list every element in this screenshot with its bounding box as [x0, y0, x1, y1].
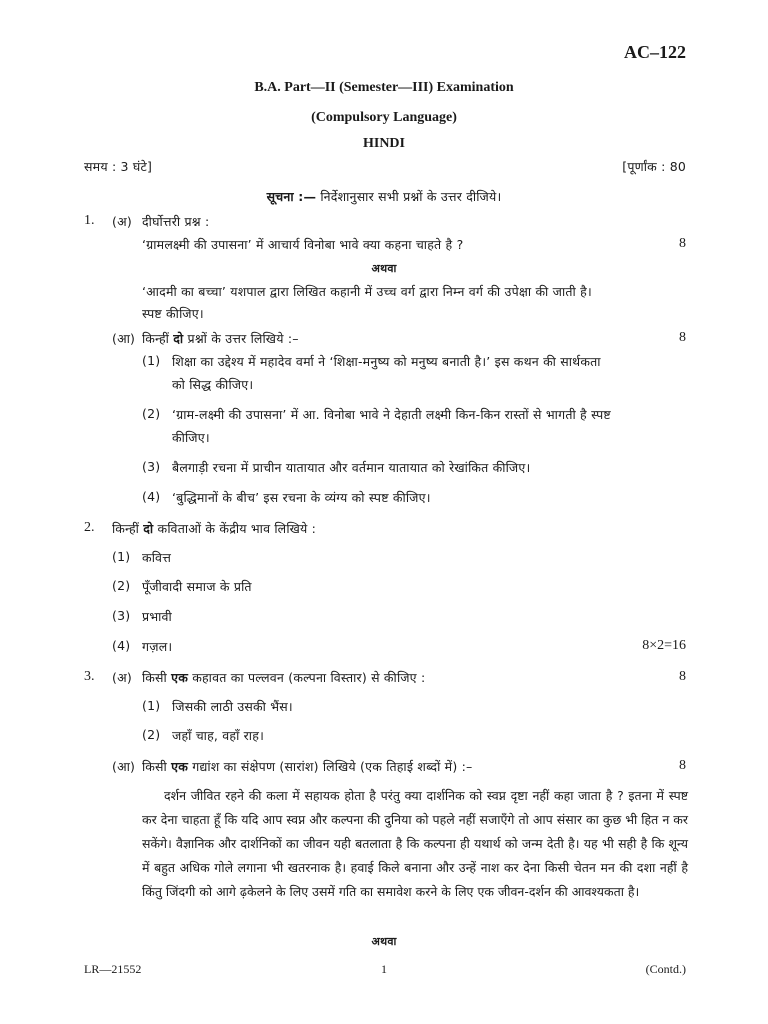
q1b-title-pre: किन्हीं — [142, 331, 170, 346]
q1b-label: (आ) — [112, 331, 136, 346]
q2-item-3-text: प्रभावी — [142, 609, 172, 624]
q3a-item-2-num: (2) — [142, 727, 161, 742]
q1b-item-3-num: (3) — [142, 459, 161, 474]
q2-number: 2. — [84, 520, 95, 535]
instruction-text: निर्देशानुसार सभी प्रश्नों के उत्तर दीजिये। — [320, 189, 502, 204]
subject-title: HINDI — [362, 136, 405, 151]
q1a-alt-line2: स्पष्ट कीजिए। — [142, 306, 204, 321]
q3a-title-pre: किसी — [142, 670, 167, 685]
q1b-title-post: प्रश्नों के उत्तर लिखिये :– — [187, 331, 299, 346]
q3a-title-post: कहावत का पल्लवन (कल्पना विस्तार) से कीजिए : — [192, 670, 426, 685]
q3a-item-2-text: जहाँ चाह, वहाँ राह। — [172, 728, 265, 743]
q3b-passage: दर्शन जीवित रहने की कला में सहायक होता है परंतु क्या दार्शनिक को स्वप्न दृष्टा नहीं कहा जाता है ? इतना में स्पष्ट कर देना चाहता हूँ कि यदि आप स्वप्न और कल्पना की दुनिया को पहले नहीं सजाएँगे तो आप संसार का कुछ भी हित न कर सकेंगे। वैज्ञानिक और दार्शनिकों का जीवन यही बतलाता है कि कल्पना ही यथार्थ को जन्म देती है। यह भी सही है कि शून्य में बहुत अधिक गोले लगाना भी खतरनाक है। हवाई किले बनाना और उन्हें नाश कर देना किसी चेतन मन की दशा नहीं है किंतु जिंदगी को आगे ढ़केलने के लिए उसमें गति का समावेश करने के लिए एक जीवन-दर्शन की आवश्यकता है। — [142, 788, 688, 899]
q2-marks: 8×2=16 — [642, 638, 686, 653]
q3a-title — [142, 669, 425, 686]
q3a-item-1-num: (1) — [142, 698, 161, 713]
q1a-question: ‘ग्रामलक्ष्मी की उपासना’ में आचार्य विनोबा भावे क्या कहना चाहते है ? — [142, 237, 464, 252]
q2-item-3-num: (3) — [112, 608, 131, 623]
q1a-title: दीर्घोत्तरी प्रश्न : — [142, 214, 210, 229]
q2-title — [112, 520, 316, 537]
q2-item-1-num: (1) — [112, 549, 131, 564]
q3b-title-post: गद्यांश का संक्षेपण (सारांश) लिखिये (एक तिहाई शब्दों में) :– — [192, 759, 473, 774]
q3-number: 3. — [84, 669, 95, 684]
q1b-item-2-line1: ‘ग्राम-लक्ष्मी की उपासना’ में आ. विनोबा भावे ने देहाती लक्ष्मी किन-किन रास्तों से भागती है स्पष्ट — [172, 407, 611, 422]
time-allowed: समय : 3 घंटे] — [84, 159, 153, 174]
q1a-alt-line1: ‘आदमी का बच्चा’ यशपाल द्वारा लिखित कहानी में उच्च वर्ग द्वारा निम्न वर्ग की उपेक्षा की जाती है। — [142, 284, 592, 299]
q3b-title-bold: एक — [171, 759, 189, 774]
q1-or: अथवा — [371, 262, 397, 275]
q2-title-post: कविताओं के केंद्रीय भाव लिखिये : — [157, 521, 317, 536]
q2-item-2-text: पूँजीवादी समाज के प्रति — [142, 579, 252, 594]
q3b-label: (आ) — [112, 759, 136, 774]
q1-number: 1. — [84, 213, 95, 228]
q2-item-4-num: (4) — [112, 638, 131, 653]
q3a-item-1-text: जिसकी लाठी उसकी भैंस। — [172, 699, 293, 714]
q1b-item-2-num: (2) — [142, 406, 161, 421]
page-number: 1 — [381, 962, 387, 976]
paper-subtitle: (Compulsory Language) — [311, 110, 457, 125]
q1b-title-bold: दो — [173, 331, 184, 346]
q1b-item-4-num: (4) — [142, 489, 161, 504]
q2-title-pre: किन्हीं — [112, 521, 140, 536]
continued-label: (Contd.) — [645, 962, 686, 976]
q3a-title-bold: एक — [171, 670, 189, 685]
exam-title: B.A. Part—II (Semester—III) Examination — [254, 80, 514, 95]
q3b-title — [142, 758, 472, 775]
q1b-marks: 8 — [679, 330, 686, 345]
q2-item-2-num: (2) — [112, 578, 131, 593]
q2-title-bold: दो — [143, 521, 154, 536]
q2-item-1-text: कवित्त — [142, 550, 172, 565]
q1b-title — [142, 330, 299, 347]
q1a-marks: 8 — [679, 236, 686, 251]
q3a-marks: 8 — [679, 669, 686, 684]
q3b-title-pre: किसी — [142, 759, 167, 774]
q1b-item-1-num: (1) — [142, 353, 161, 368]
q2-item-4-text: गज़ल। — [142, 639, 173, 654]
q3b-marks: 8 — [679, 758, 686, 773]
q1b-item-1-line2: को सिद्ध कीजिए। — [172, 377, 254, 392]
q1b-item-4-line1: ‘बुद्धिमानों के बीच’ इस रचना के व्यंग्य को स्पष्ट कीजिए। — [172, 490, 431, 505]
q1b-item-2-line2: कीजिए। — [172, 430, 210, 445]
instruction — [0, 188, 768, 205]
q1b-item-1-line1: शिक्षा का उद्देश्य में महादेव वर्मा ने ‘शिक्षा-मनुष्य को मनुष्य बनाती है।’ इस कथन की सार्थकता — [172, 354, 601, 369]
q3a-label: (अ) — [112, 670, 132, 685]
instruction-label: सूचना :— — [266, 189, 317, 204]
paper-code: AC–122 — [624, 42, 686, 62]
q3-or: अथवा — [371, 935, 397, 948]
footer-code: LR—21552 — [84, 962, 142, 976]
max-marks: [पूर्णांक : 80 — [622, 159, 686, 174]
q1b-item-3-line1: बैलगाड़ी रचना में प्राचीन यातायात और वर्तमान यातायात को रेखांकित कीजिए। — [172, 460, 531, 475]
q1a-label: (अ) — [112, 214, 132, 229]
